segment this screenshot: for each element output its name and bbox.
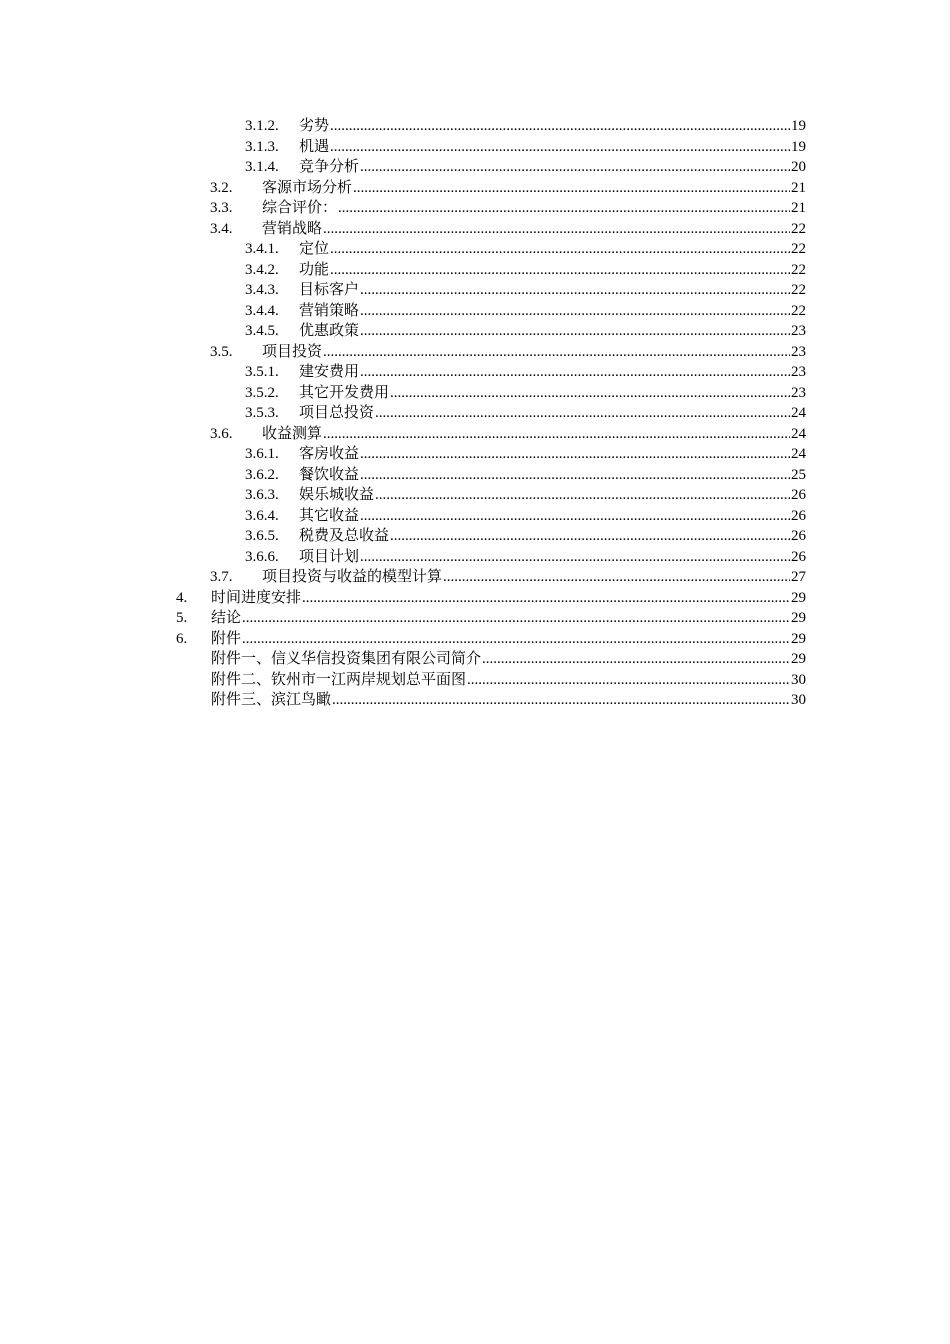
toc-entry[interactable]	[176, 567, 806, 588]
toc-dot-leader	[360, 444, 790, 464]
toc-dot-leader	[467, 670, 790, 690]
toc-dot-leader	[375, 403, 790, 423]
toc-entry-line	[299, 444, 806, 464]
toc-entry-line	[299, 526, 806, 546]
toc-dot-leader	[360, 465, 790, 485]
toc-entry-page-number: 29	[791, 610, 806, 626]
toc-entry-number: 3.1.4.	[245, 159, 279, 175]
toc-entry[interactable]	[176, 219, 806, 240]
toc-entry-title: 收益测算	[262, 425, 323, 442]
toc-entry[interactable]	[176, 588, 806, 609]
toc-dot-leader	[360, 157, 790, 177]
toc-entry-title: 娱乐城收益	[299, 487, 375, 503]
toc-entry-page-number: 22	[791, 302, 806, 319]
toc-entry-title: 客房收益	[299, 446, 360, 462]
toc-entry-number: 3.6.4.	[245, 507, 279, 524]
toc-entry[interactable]	[176, 178, 806, 199]
toc-entry-title: 附件一、信义华信投资集团有限公司简介	[211, 651, 482, 667]
toc-entry-number: 3.3.	[210, 200, 233, 216]
toc-entry[interactable]	[176, 444, 806, 465]
toc-entry-line	[299, 321, 806, 341]
toc-entry-number: 3.4.2.	[245, 261, 279, 278]
toc-entry-page-number: 24	[791, 405, 806, 421]
toc-entry-title: 营销策略	[299, 302, 360, 319]
toc-entry-number: 6.	[176, 630, 188, 647]
toc-entry-title: 功能	[299, 261, 330, 278]
toc-entry[interactable]	[176, 239, 806, 260]
toc-entry-page-number: 27	[791, 569, 806, 585]
toc-entry-line	[299, 137, 806, 157]
toc-entry-line	[299, 465, 806, 485]
toc-entry-line	[299, 547, 806, 567]
toc-entry-number: 5.	[176, 610, 188, 626]
toc-entry[interactable]	[176, 424, 806, 445]
toc-dot-leader	[390, 383, 790, 403]
toc-entry-title: 劣势	[299, 118, 330, 134]
toc-entry-line	[211, 629, 806, 649]
toc-entry-page-number: 22	[791, 282, 806, 298]
toc-entry-number: 3.6.2.	[245, 466, 279, 483]
toc-entry-number: 3.7.	[210, 569, 233, 585]
toc-entry-page-number: 22	[791, 261, 806, 278]
toc-entry-title: 竞争分析	[299, 159, 360, 175]
toc-entry-page-number: 26	[791, 528, 806, 544]
toc-entry[interactable]	[176, 526, 806, 547]
toc-entry-page-number: 29	[791, 630, 806, 647]
toc-entry-page-number: 19	[791, 138, 806, 155]
toc-entry-line	[262, 219, 806, 239]
toc-entry[interactable]	[176, 157, 806, 178]
toc-entry-page-number: 29	[791, 651, 806, 667]
toc-entry-number: 3.4.1.	[245, 241, 279, 257]
toc-entry-title: 餐饮收益	[299, 466, 360, 483]
toc-entry-line	[299, 280, 806, 300]
toc-dot-leader	[360, 301, 790, 321]
toc-entry-title: 其它开发费用	[299, 384, 390, 401]
toc-entry-title: 项目计划	[299, 548, 360, 565]
toc-entry-title: 附件二、钦州市一江两岸规划总平面图	[211, 671, 467, 688]
toc-entry-number: 3.5.2.	[245, 384, 279, 401]
toc-entry-page-number: 23	[791, 384, 806, 401]
toc-entry-line	[211, 690, 806, 710]
toc-entry-line	[299, 485, 806, 505]
toc-entry-line	[299, 157, 806, 177]
toc-entry-title: 定位	[299, 241, 330, 257]
toc-entry[interactable]	[176, 198, 806, 219]
toc-entry-number: 3.6.	[210, 425, 233, 442]
toc-entry[interactable]	[176, 137, 806, 158]
toc-entry[interactable]	[176, 485, 806, 506]
toc-entry-number: 3.6.3.	[245, 487, 279, 503]
toc-entry-line	[211, 588, 806, 608]
toc-entry-page-number: 26	[791, 507, 806, 524]
toc-entry-number: 3.4.5.	[245, 323, 279, 339]
toc-dot-leader	[360, 547, 790, 567]
toc-entry-page-number: 21	[791, 179, 806, 196]
toc-entry-title: 时间进度安排	[211, 589, 302, 606]
toc-entry-title: 客源市场分析	[262, 179, 353, 196]
toc-entry-page-number: 22	[791, 220, 806, 237]
toc-entry-page-number: 23	[791, 323, 806, 339]
toc-dot-leader	[330, 137, 790, 157]
toc-entry-line	[299, 239, 806, 259]
toc-entry[interactable]	[176, 342, 806, 363]
toc-entry-line	[262, 342, 806, 362]
toc-entry-number: 3.2.	[210, 179, 233, 196]
toc-entry-page-number: 21	[791, 200, 806, 216]
toc-dot-leader	[323, 424, 790, 444]
toc-entry-line	[211, 670, 806, 690]
toc-entry-number: 3.5.1.	[245, 364, 279, 380]
toc-entry-title: 建安费用	[299, 364, 360, 380]
toc-entry-title: 目标客户	[299, 282, 360, 298]
toc-entry-title: 项目投资	[262, 343, 323, 360]
toc-entry[interactable]	[176, 629, 806, 650]
toc-entry[interactable]	[176, 362, 806, 383]
toc-entry[interactable]	[176, 506, 806, 527]
toc-entry[interactable]	[176, 670, 806, 691]
toc-entry-title: 综合评价：	[262, 200, 338, 216]
toc-entry[interactable]	[176, 383, 806, 404]
toc-entry-number: 3.5.	[210, 343, 233, 360]
toc-dot-leader	[360, 506, 790, 526]
toc-entry-line	[262, 178, 806, 198]
toc-dot-leader	[360, 280, 790, 300]
toc-entry-number: 3.5.3.	[245, 405, 279, 421]
toc-entry-line	[299, 116, 806, 136]
toc-dot-leader	[302, 588, 790, 608]
toc-entry-number: 3.1.3.	[245, 138, 279, 155]
toc-entry-line	[211, 649, 806, 669]
toc-dot-leader	[390, 526, 790, 546]
toc-entry-number: 3.4.	[210, 220, 233, 237]
toc-entry-title: 结论	[211, 610, 242, 626]
toc-entry-page-number: 26	[791, 548, 806, 565]
toc-dot-leader	[360, 362, 790, 382]
toc-entry-title: 项目投资与收益的模型计算	[262, 569, 443, 585]
toc-dot-leader	[242, 608, 790, 628]
toc-dot-leader	[330, 260, 790, 280]
toc-entry-line	[262, 424, 806, 444]
toc-dot-leader	[443, 567, 790, 587]
toc-entry-number: 3.6.6.	[245, 548, 279, 565]
toc-entry-page-number: 25	[791, 466, 806, 483]
toc-entry-line	[262, 198, 806, 218]
toc-entry-title: 附件三、滨江鸟瞰	[211, 692, 332, 708]
toc-dot-leader	[330, 116, 790, 136]
toc-entry-line	[299, 260, 806, 280]
toc-entry-page-number: 20	[791, 159, 806, 175]
toc-dot-leader	[375, 485, 790, 505]
toc-dot-leader	[338, 198, 790, 218]
toc-entry-page-number: 24	[791, 446, 806, 462]
toc-entry[interactable]	[176, 280, 806, 301]
toc-dot-leader	[353, 178, 790, 198]
toc-entry-title: 税费及总收益	[299, 528, 390, 544]
toc-entry-number: 3.4.3.	[245, 282, 279, 298]
toc-entry-line	[299, 506, 806, 526]
toc-entry-page-number: 23	[791, 343, 806, 360]
toc-entry[interactable]	[176, 465, 806, 486]
toc-dot-leader	[242, 629, 790, 649]
toc-entry-line	[299, 362, 806, 382]
toc-entry-number: 3.6.1.	[245, 446, 279, 462]
toc-entry-page-number: 23	[791, 364, 806, 380]
toc-entry-number: 4.	[176, 589, 188, 606]
toc-entry-line	[299, 301, 806, 321]
toc-entry-line	[262, 567, 806, 587]
toc-entry-title: 营销战略	[262, 220, 323, 237]
toc-entry-number: 3.1.2.	[245, 118, 279, 134]
toc-entry-number: 3.4.4.	[245, 302, 279, 319]
toc-entry[interactable]	[176, 403, 806, 424]
toc-entry-page-number: 26	[791, 487, 806, 503]
table-of-contents	[176, 116, 806, 711]
toc-dot-leader	[482, 649, 790, 669]
toc-entry-page-number: 30	[791, 671, 806, 688]
toc-entry[interactable]	[176, 321, 806, 342]
toc-dot-leader	[332, 690, 790, 710]
toc-entry-title: 附件	[211, 630, 242, 647]
toc-entry[interactable]	[176, 649, 806, 670]
toc-entry[interactable]	[176, 608, 806, 629]
toc-entry-page-number: 30	[791, 692, 806, 708]
toc-entry-line	[299, 383, 806, 403]
toc-entry[interactable]	[176, 690, 806, 711]
toc-dot-leader	[323, 219, 790, 239]
toc-entry-line	[211, 608, 806, 628]
toc-entry-title: 其它收益	[299, 507, 360, 524]
toc-entry[interactable]	[176, 260, 806, 281]
toc-entry[interactable]	[176, 547, 806, 568]
toc-entry-title: 优惠政策	[299, 323, 360, 339]
toc-dot-leader	[323, 342, 790, 362]
toc-entry-page-number: 24	[791, 425, 806, 442]
toc-entry[interactable]	[176, 116, 806, 137]
toc-entry-title: 机遇	[299, 138, 330, 155]
toc-entry-page-number: 29	[791, 589, 806, 606]
toc-entry-page-number: 19	[791, 118, 806, 134]
toc-entry[interactable]	[176, 301, 806, 322]
toc-entry-number: 3.6.5.	[245, 528, 279, 544]
toc-entry-line	[299, 403, 806, 423]
toc-dot-leader	[330, 239, 790, 259]
toc-entry-page-number: 22	[791, 241, 806, 257]
toc-entry-title: 项目总投资	[299, 405, 375, 421]
toc-dot-leader	[360, 321, 790, 341]
